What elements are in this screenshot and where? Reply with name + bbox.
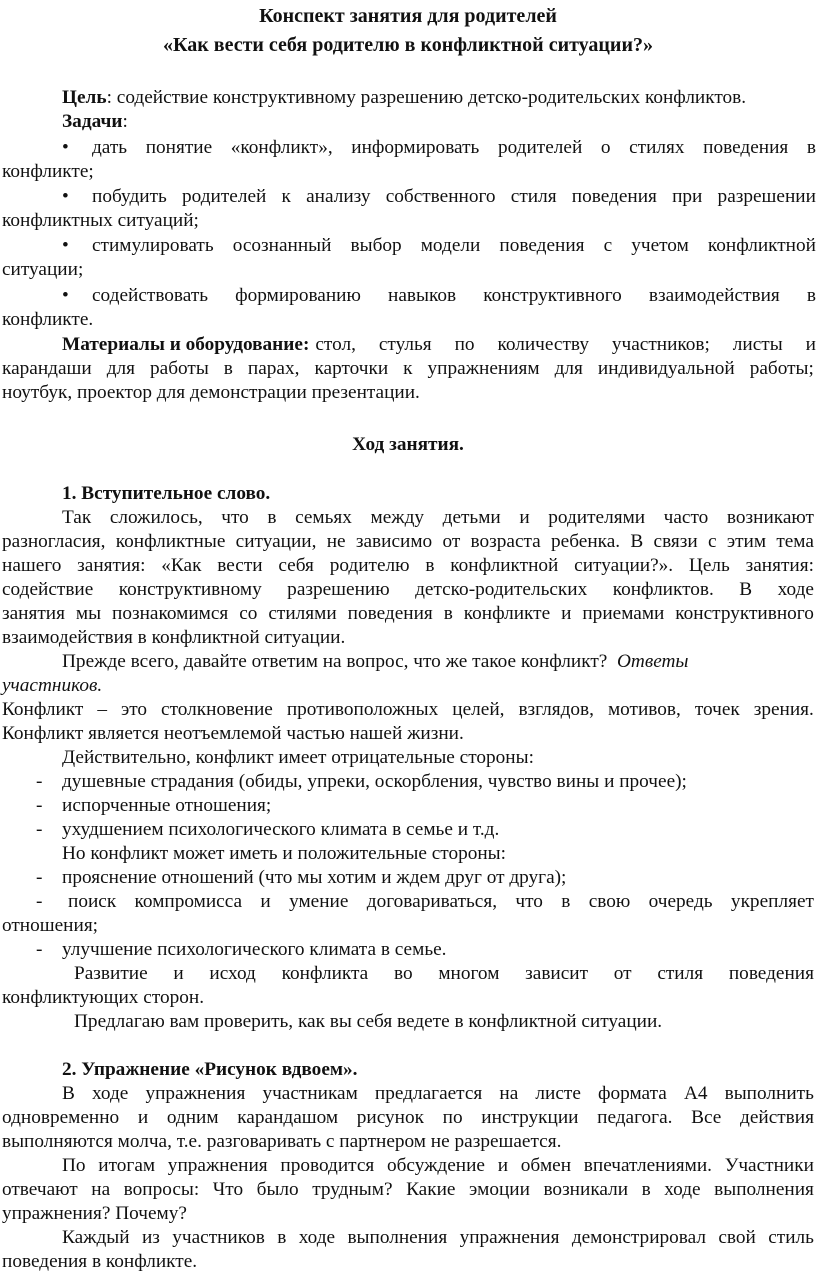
s1-para1-line-4 — [2, 578, 816, 603]
word: между — [370, 507, 425, 528]
section-2-heading: 2. Упражнение «Рисунок вдвоем». — [62, 1059, 358, 1080]
word: стимулировать — [92, 235, 214, 256]
word: ходе — [298, 1227, 336, 1248]
justified-text — [2, 554, 814, 579]
word: тема — [776, 531, 814, 552]
word: конфликте — [463, 603, 551, 624]
word: трудным? — [312, 1179, 393, 1200]
positive-item-2-line-2: отношения; — [2, 915, 99, 936]
word: участников; — [611, 334, 710, 355]
word: дать — [92, 137, 128, 158]
dash-icon: - — [36, 819, 43, 840]
word: количеству — [497, 334, 589, 355]
word: отвечают — [2, 1179, 78, 1200]
word: нашего — [2, 555, 62, 576]
title-line-2: «Как вести себя родителю в конфликтной ситуации?» — [163, 34, 653, 56]
justified-text — [62, 1082, 814, 1107]
word: в — [806, 285, 816, 306]
offer-line: Предлагаю вам проверить, как вы себя ведете в конфликтной ситуации. — [74, 1011, 663, 1032]
word: ситуации, — [235, 531, 317, 552]
bullet-icon: • — [62, 235, 69, 256]
word: листы — [732, 334, 783, 355]
bullet-icon: • — [62, 285, 69, 306]
s2-para2-line-2 — [2, 1178, 816, 1203]
word: занятия: — [745, 555, 814, 576]
word: этим — [726, 531, 767, 552]
justified-text — [92, 234, 816, 259]
word: в — [277, 1227, 287, 1248]
word: о — [600, 137, 611, 158]
s1-para1-line-3 — [2, 554, 816, 579]
dash-icon: - — [36, 795, 43, 816]
negative-item-3: - ухудшением психологического климата в семье и т.д. — [0, 818, 816, 843]
word: умение — [289, 891, 349, 912]
word: вопросы: — [123, 1179, 200, 1200]
word: ходе — [91, 1083, 129, 1104]
word: карандашом — [237, 1107, 339, 1128]
word: В — [739, 579, 753, 600]
positive-item-2-line-1 — [36, 890, 816, 915]
word: было — [256, 1179, 299, 1200]
word: карандаши — [2, 358, 92, 379]
s1-answers-line — [0, 674, 816, 699]
word: разногласия, — [2, 531, 106, 552]
dash-icon: - — [36, 771, 43, 792]
word: и — [173, 963, 184, 984]
word: возникали — [543, 1179, 629, 1200]
s1-question-line — [0, 650, 816, 675]
word: и — [260, 891, 271, 912]
word: ситуации?». — [574, 555, 674, 576]
word: поведения — [703, 137, 789, 158]
word: По — [62, 1155, 86, 1176]
word: предлагается — [374, 1083, 483, 1104]
word: семьях — [295, 507, 352, 528]
word: очередь — [648, 891, 713, 912]
word: Конфликт — [2, 699, 84, 720]
word: стол, — [315, 334, 356, 355]
positive-intro: Но конфликт может иметь и положительные стороны: — [62, 843, 506, 864]
word: поведения — [347, 603, 433, 624]
s2-para1-line-2 — [2, 1106, 816, 1131]
tasks-colon: : — [122, 111, 128, 132]
word: участников — [172, 1227, 265, 1248]
word: Так — [62, 507, 92, 528]
word: вести — [217, 555, 263, 576]
s2-para3-line-1 — [62, 1226, 816, 1251]
tasks-label: Задачи — [62, 111, 123, 132]
s1-para1-line-5 — [2, 602, 816, 627]
word: демонстрировал — [571, 1227, 706, 1248]
word: поведения — [499, 235, 585, 256]
word: с — [603, 235, 613, 256]
word: выполнения — [714, 1179, 814, 1200]
word: разрешению — [287, 579, 390, 600]
word: индивидуальной — [597, 358, 735, 379]
goal-label: Цель — [62, 87, 107, 108]
word: «конфликт», — [230, 137, 333, 158]
s2-para2-line-3: упражнения? Почему? — [2, 1203, 187, 1224]
word: и — [497, 1155, 509, 1176]
negative-item-2: - испорченные отношения; — [0, 794, 816, 819]
justified-text — [92, 136, 816, 161]
word: действия — [740, 1107, 814, 1128]
word: мотивов, — [607, 699, 681, 720]
definition-line-1 — [2, 698, 816, 723]
negative-item-1: - душевные страдания (обиды, упреки, оскорбления, чувство вины и прочее); — [0, 770, 816, 795]
word: обсуждение — [386, 1155, 485, 1176]
word: эмоции — [469, 1179, 530, 1200]
justified-text — [2, 357, 814, 382]
task-3-line-2: ситуации; — [2, 259, 84, 280]
s2-para2-line-1 — [62, 1154, 816, 1179]
word: столкновение — [161, 699, 273, 720]
task-2-line-1 — [62, 185, 816, 210]
word: модели — [420, 235, 481, 256]
word: ходе — [664, 1179, 701, 1200]
word: инструкции — [481, 1107, 579, 1128]
word: рисунок — [356, 1107, 424, 1128]
s1-para1-line-1 — [62, 506, 816, 531]
word: Участники — [724, 1155, 814, 1176]
word: работы; — [749, 358, 814, 379]
word: понятие — [145, 137, 213, 158]
word: побудить — [92, 186, 167, 207]
word: работы — [150, 358, 209, 379]
word: родителями — [548, 507, 646, 528]
word: компромисса — [134, 891, 243, 912]
task-3-line-1 — [62, 234, 816, 259]
word: Какие — [406, 1179, 456, 1200]
word: что — [221, 507, 249, 528]
word: по — [454, 334, 475, 355]
word: из — [141, 1227, 160, 1248]
word: это — [120, 699, 148, 720]
word: упражнения — [459, 1227, 560, 1248]
justified-text — [2, 530, 814, 555]
development-line-1 — [74, 962, 816, 987]
word: конфликтов. — [612, 579, 714, 600]
word: стиля — [510, 186, 557, 207]
word: Каждый — [62, 1227, 130, 1248]
word: часто — [663, 507, 709, 528]
word: детьми — [442, 507, 501, 528]
word: зрения. — [753, 699, 814, 720]
justified-text — [2, 1106, 814, 1131]
justified-text — [92, 185, 816, 210]
word: обмен — [520, 1155, 572, 1176]
word: поведения — [728, 963, 814, 984]
word: осознанный — [232, 235, 332, 256]
word: В — [630, 531, 644, 552]
word: конфликтной — [707, 235, 816, 256]
word: познакомимся — [112, 603, 229, 624]
word: связи — [653, 531, 698, 552]
word: в — [641, 1179, 651, 1200]
word: со — [239, 603, 258, 624]
word: в — [443, 603, 453, 624]
word: занятия: — [77, 555, 146, 576]
course-heading: Ход занятия. — [352, 434, 464, 455]
definition-line-2: Конфликт является неотъемлемой частью нашей жизни. — [2, 723, 464, 744]
word: выполнить — [724, 1083, 814, 1104]
positive-item-1: - прояснение отношений (что мы хотим и ждем друг от друга); — [0, 866, 816, 891]
goal-line — [0, 86, 816, 111]
word: анализу — [306, 186, 371, 207]
dash-icon: - — [36, 867, 43, 888]
word: что — [515, 891, 543, 912]
word: занятия — [2, 603, 65, 624]
word: упражнения — [167, 1155, 268, 1176]
word: на — [91, 1179, 111, 1200]
word: стулья — [378, 334, 432, 355]
justified-text — [2, 1178, 814, 1203]
word: поиск — [68, 891, 117, 912]
justified-text — [68, 890, 814, 915]
word: стиль — [768, 1227, 814, 1248]
word: информировать — [351, 137, 480, 158]
word: возраста — [470, 531, 541, 552]
word: зависимо — [355, 531, 433, 552]
justified-text — [2, 578, 814, 603]
word: многом — [438, 963, 500, 984]
word: свой — [718, 1227, 756, 1248]
task-1-line-1 — [62, 136, 816, 161]
word: противоположных — [286, 699, 439, 720]
s2-para1-line-1 — [62, 1082, 816, 1107]
word: стилями — [268, 603, 337, 624]
word: для — [554, 358, 583, 379]
task-2-line-2: конфликтных ситуаций; — [2, 210, 199, 231]
word: поведения — [571, 186, 657, 207]
word: стиля — [657, 963, 704, 984]
word: одновременно — [2, 1107, 120, 1128]
word: разрешении — [717, 186, 816, 207]
word: от — [613, 963, 632, 984]
word: Все — [691, 1107, 722, 1128]
materials-line-2 — [2, 357, 816, 382]
word: укрепляет — [730, 891, 814, 912]
word: конфликта — [281, 963, 369, 984]
word: листе — [535, 1083, 581, 1104]
justified-text — [74, 962, 814, 987]
word: А4 — [683, 1083, 708, 1104]
word: итогам — [98, 1155, 156, 1176]
justified-text — [315, 333, 816, 358]
development-line-2: конфликтующих сторон. — [2, 987, 205, 1008]
word: в — [561, 891, 571, 912]
word: стилях — [629, 137, 685, 158]
word: участникам — [262, 1083, 358, 1104]
justified-text — [62, 1154, 814, 1179]
word: от — [442, 531, 461, 552]
word: целей, — [452, 699, 505, 720]
word: конфликтные — [115, 531, 226, 552]
bullet-icon: • — [62, 137, 69, 158]
word: содействовать — [92, 285, 209, 306]
word: Цель — [688, 555, 730, 576]
task-1-line-2: конфликте; — [2, 161, 94, 182]
justified-text — [62, 506, 814, 531]
justified-text — [62, 1226, 814, 1251]
question-text: Прежде всего, давайте ответим на вопрос, что же такое конфликт? — [62, 651, 608, 672]
word: впечатлениями. — [583, 1155, 712, 1176]
goal-text: : содействие конструктивному разрешению детско-родительских конфликтов. — [106, 87, 747, 108]
word: собственного — [385, 186, 496, 207]
word: упражнениям — [427, 358, 540, 379]
word: детско-родительских — [415, 579, 588, 600]
word: при — [672, 186, 703, 207]
justified-text — [2, 602, 814, 627]
word: – — [97, 699, 107, 720]
word: конструктивного — [483, 285, 622, 306]
word: и — [561, 603, 572, 624]
word: выбор — [350, 235, 402, 256]
s2-para1-line-3: выполняются молча, т.е. разговаривать с партнером не разрешается. — [2, 1131, 562, 1152]
word: одним — [166, 1107, 219, 1128]
word: себя — [278, 555, 314, 576]
materials-line-1 — [62, 333, 816, 358]
word: в — [267, 507, 277, 528]
s1-para1-line-6: взаимодействия в конфликтной ситуации. — [2, 627, 346, 648]
word: В — [62, 1083, 75, 1104]
word: педагога. — [597, 1107, 673, 1128]
word: Развитие — [74, 963, 148, 984]
word: зависит — [525, 963, 589, 984]
s1-para1-line-2 — [2, 530, 816, 555]
word: содействие — [2, 579, 94, 600]
positive-item-3: - улучшение психологического климата в семье. — [0, 938, 816, 963]
word: на — [499, 1083, 519, 1104]
materials-label: Материалы и оборудование: — [62, 334, 310, 355]
word: в — [806, 137, 816, 158]
word: договариваться, — [366, 891, 498, 912]
dash-icon: - — [36, 939, 43, 960]
word: ходе — [777, 579, 814, 600]
word: родителю — [329, 555, 410, 576]
s2-para3-line-2: поведения в конфликте. — [2, 1251, 198, 1272]
word: «Как — [161, 555, 202, 576]
task-4-line-2: конфликте. — [2, 309, 94, 330]
word: для — [106, 358, 135, 379]
word: в — [223, 358, 233, 379]
word: и — [805, 334, 816, 355]
dash-icon: - — [36, 891, 43, 912]
section-1-heading: 1. Вступительное слово. — [62, 483, 271, 504]
task-4-line-1 — [62, 284, 816, 309]
word: мы — [75, 603, 102, 624]
word: формированию — [235, 285, 361, 306]
word: к — [281, 186, 291, 207]
word: к — [403, 358, 413, 379]
word: свою — [588, 891, 631, 912]
word: ребенка. — [551, 531, 621, 552]
word: возникают — [726, 507, 814, 528]
word: взглядов, — [518, 699, 594, 720]
answers-note-cont: участников. — [2, 675, 103, 696]
word: точек — [694, 699, 740, 720]
word: во — [393, 963, 413, 984]
word: родителей — [497, 137, 583, 158]
word: навыков — [388, 285, 457, 306]
word: сложилось, — [109, 507, 203, 528]
word: парах, — [247, 358, 300, 379]
justified-text — [92, 284, 816, 309]
bullet-icon: • — [62, 186, 69, 207]
justified-text — [2, 698, 814, 723]
word: проводится — [280, 1155, 375, 1176]
tasks-heading — [0, 110, 816, 135]
word: взаимодействия — [648, 285, 780, 306]
word: приемами — [582, 603, 665, 624]
word: Что — [212, 1179, 244, 1200]
negative-intro: Действительно, конфликт имеет отрицательные стороны: — [62, 747, 534, 768]
word: упражнения — [145, 1083, 246, 1104]
word: и — [137, 1107, 149, 1128]
word: формата — [597, 1083, 667, 1104]
word: исход — [209, 963, 256, 984]
answers-note: Ответы — [616, 651, 689, 672]
word: учетом — [631, 235, 689, 256]
word: не — [326, 531, 346, 552]
word: выполнения — [347, 1227, 448, 1248]
word: родителей — [182, 186, 267, 207]
word: конструктивному — [118, 579, 262, 600]
word: карточки — [314, 358, 389, 379]
word: конфликтной — [450, 555, 559, 576]
title-line-1: Конспект занятия для родителей — [259, 5, 557, 27]
word: конструктивного — [675, 603, 814, 624]
word: в — [425, 555, 435, 576]
word: и — [519, 507, 530, 528]
word: с — [708, 531, 717, 552]
materials-line-3: ноутбук, проектор для демонстрации презентации. — [2, 382, 420, 403]
word: по — [442, 1107, 463, 1128]
